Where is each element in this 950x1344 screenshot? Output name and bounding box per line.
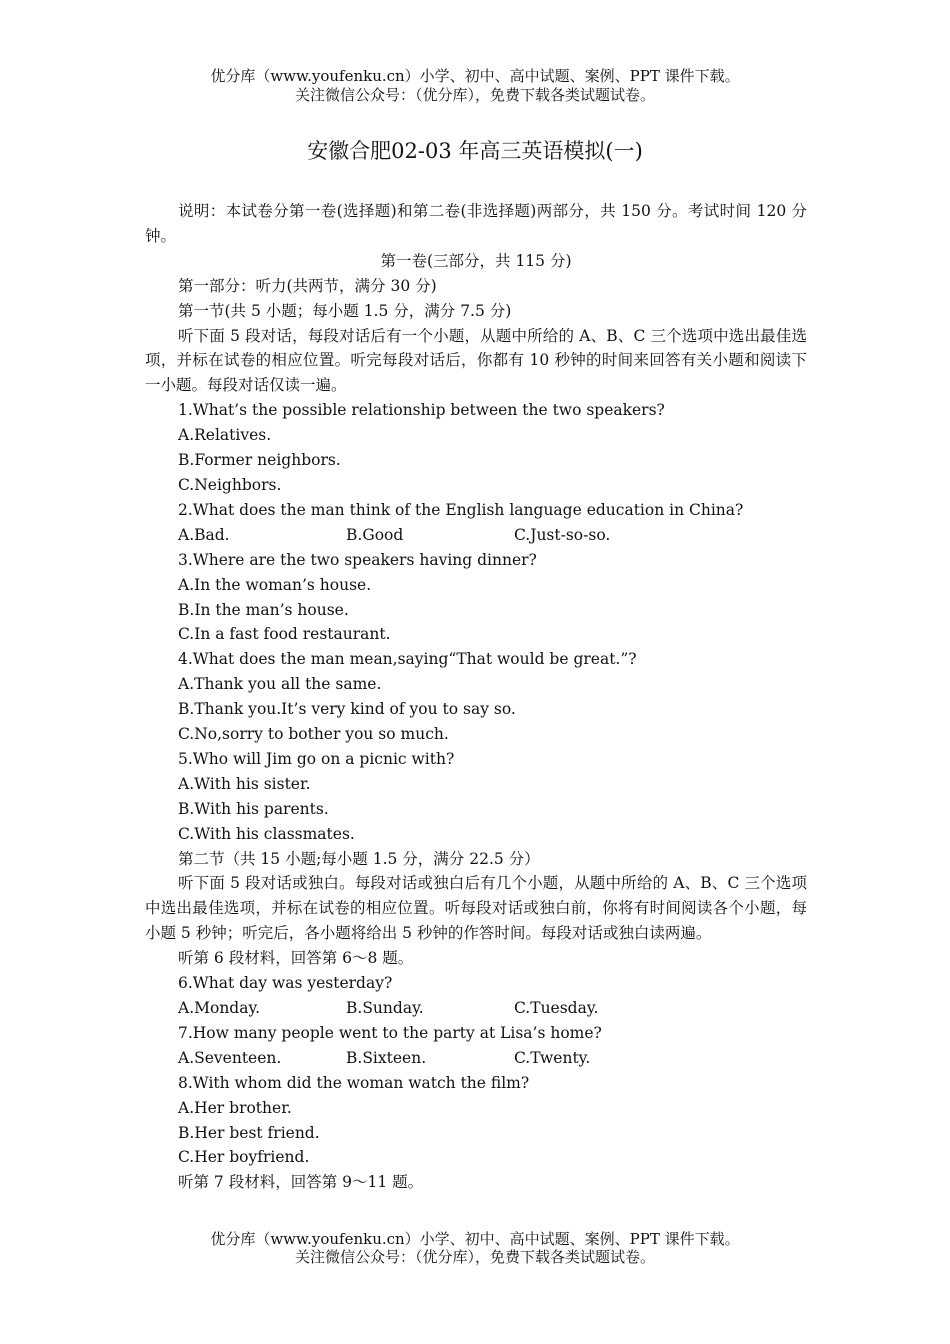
page-header-line1: 优分库（www.youfenku.cn）小学、初中、高中试题、案例、PPT 课件下载。 — [210, 67, 740, 85]
q6-option-c: C.Tuesday. — [514, 999, 599, 1017]
q1-option-b: B.Former neighbors. — [178, 451, 341, 470]
document-title: 安徽合肥02-03 年高三英语模拟(一) — [307, 139, 643, 163]
question-8: 8.With whom did the woman watch the film? — [178, 1073, 530, 1092]
q3-option-b: B.In the man’s house. — [178, 600, 349, 619]
page-footer-line1: 优分库（www.youfenku.cn）小学、初中、高中试题、案例、PPT 课件下载。 — [210, 1230, 740, 1248]
q7-option-b: B.Sixteen. — [346, 1048, 427, 1067]
section1-directions: 听下面 5 段对话，每段对话后有一个小题，从题中所给的 A、B、C 三个选项中选出最佳选项，并标在试卷的相应位置。听完每段对话后，你都有 10 秒钟的时间来回答有关小题和阅读下一小题。每段对话仅读一遍。 — [145, 326, 807, 395]
instructions: 说明：本试卷分第一卷(选择题)和第二卷(非选择题)两部分，共 150 分。考试时间 120 分钟。 — [145, 202, 807, 245]
q4-option-b: B.Thank you.It’s very kind of you to say so. — [178, 700, 516, 719]
document-body — [145, 199, 807, 1195]
q7-option-c: C.Twenty. — [514, 1048, 591, 1067]
q4-option-a: A.Thank you all the same. — [178, 675, 382, 694]
q1-option-a: A.Relatives. — [178, 426, 272, 445]
q8-option-a: A.Her brother. — [178, 1098, 292, 1117]
question-1: 1.What’s the possible relationship between the two speakers? — [178, 401, 665, 420]
q5-option-a: A.With his sister. — [178, 774, 311, 793]
q4-option-c: C.No,sorry to bother you so much. — [178, 725, 449, 744]
question-4: 4.What does the man mean,saying“That would be great.”? — [178, 650, 637, 669]
material-7-heading: 听第 7 段材料，回答第 9～11 题。 — [178, 1173, 424, 1192]
question-2: 2.What does the man think of the English language education in China? — [178, 500, 744, 519]
q3-option-c: C.In a fast food restaurant. — [178, 625, 391, 644]
q2-option-a: A.Bad. — [178, 525, 230, 544]
question-6: 6.What day was yesterday? — [178, 974, 393, 993]
part-heading: 第一部分：听力(共两节，满分 30 分) — [178, 276, 437, 295]
q1-option-c: C.Neighbors. — [178, 475, 282, 494]
q7-option-a: A.Seventeen. — [178, 1048, 282, 1067]
q8-option-c: C.Her boyfriend. — [178, 1148, 310, 1167]
section2-heading: 第二节（共 15 小题;每小题 1.5 分，满分 22.5 分） — [178, 849, 540, 868]
q8-option-b: B.Her best friend. — [178, 1123, 320, 1142]
q2-option-c: C.Just-so-so. — [514, 525, 611, 544]
question-5: 5.Who will Jim go on a picnic with? — [178, 749, 455, 768]
question-3: 3.Where are the two speakers having dinner? — [178, 550, 537, 569]
section2-directions: 听下面 5 段对话或独白。每段对话或独白后有几个小题，从题中所给的 A、B、C 三个选项中选出最佳选项，并标在试卷的相应位置。听每段对话或独白前，你将有时间阅读各个小题，每小题 5 秒钟；听完后，各小题将给出 5 秒钟的作答时间。每段对话或独白读两遍。 — [145, 874, 807, 943]
page-header-line2: 关注微信公众号：（优分库），免费下载各类试题试卷。 — [294, 86, 655, 104]
page-footer-line2: 关注微信公众号：（优分库），免费下载各类试题试卷。 — [294, 1248, 655, 1266]
section1-heading: 第一节(共 5 小题；每小题 1.5 分，满分 7.5 分) — [178, 301, 512, 320]
q6-options — [145, 996, 807, 1021]
q6-option-a: A.Monday. — [178, 999, 261, 1017]
question-7: 7.How many people went to the party at Lisa’s home? — [178, 1023, 602, 1042]
q2-options — [145, 523, 807, 548]
material-6-heading: 听第 6 段材料，回答第 6～8 题。 — [178, 949, 414, 968]
volume-heading: 第一卷(三部分，共 115 分) — [380, 251, 572, 270]
q5-option-b: B.With his parents. — [178, 799, 329, 818]
q7-options — [145, 1046, 807, 1071]
q3-option-a: A.In the woman’s house. — [178, 575, 372, 594]
q6-option-b: B.Sunday. — [346, 999, 424, 1017]
q2-option-b: B.Good — [346, 525, 404, 544]
q5-option-c: C.With his classmates. — [178, 824, 355, 843]
